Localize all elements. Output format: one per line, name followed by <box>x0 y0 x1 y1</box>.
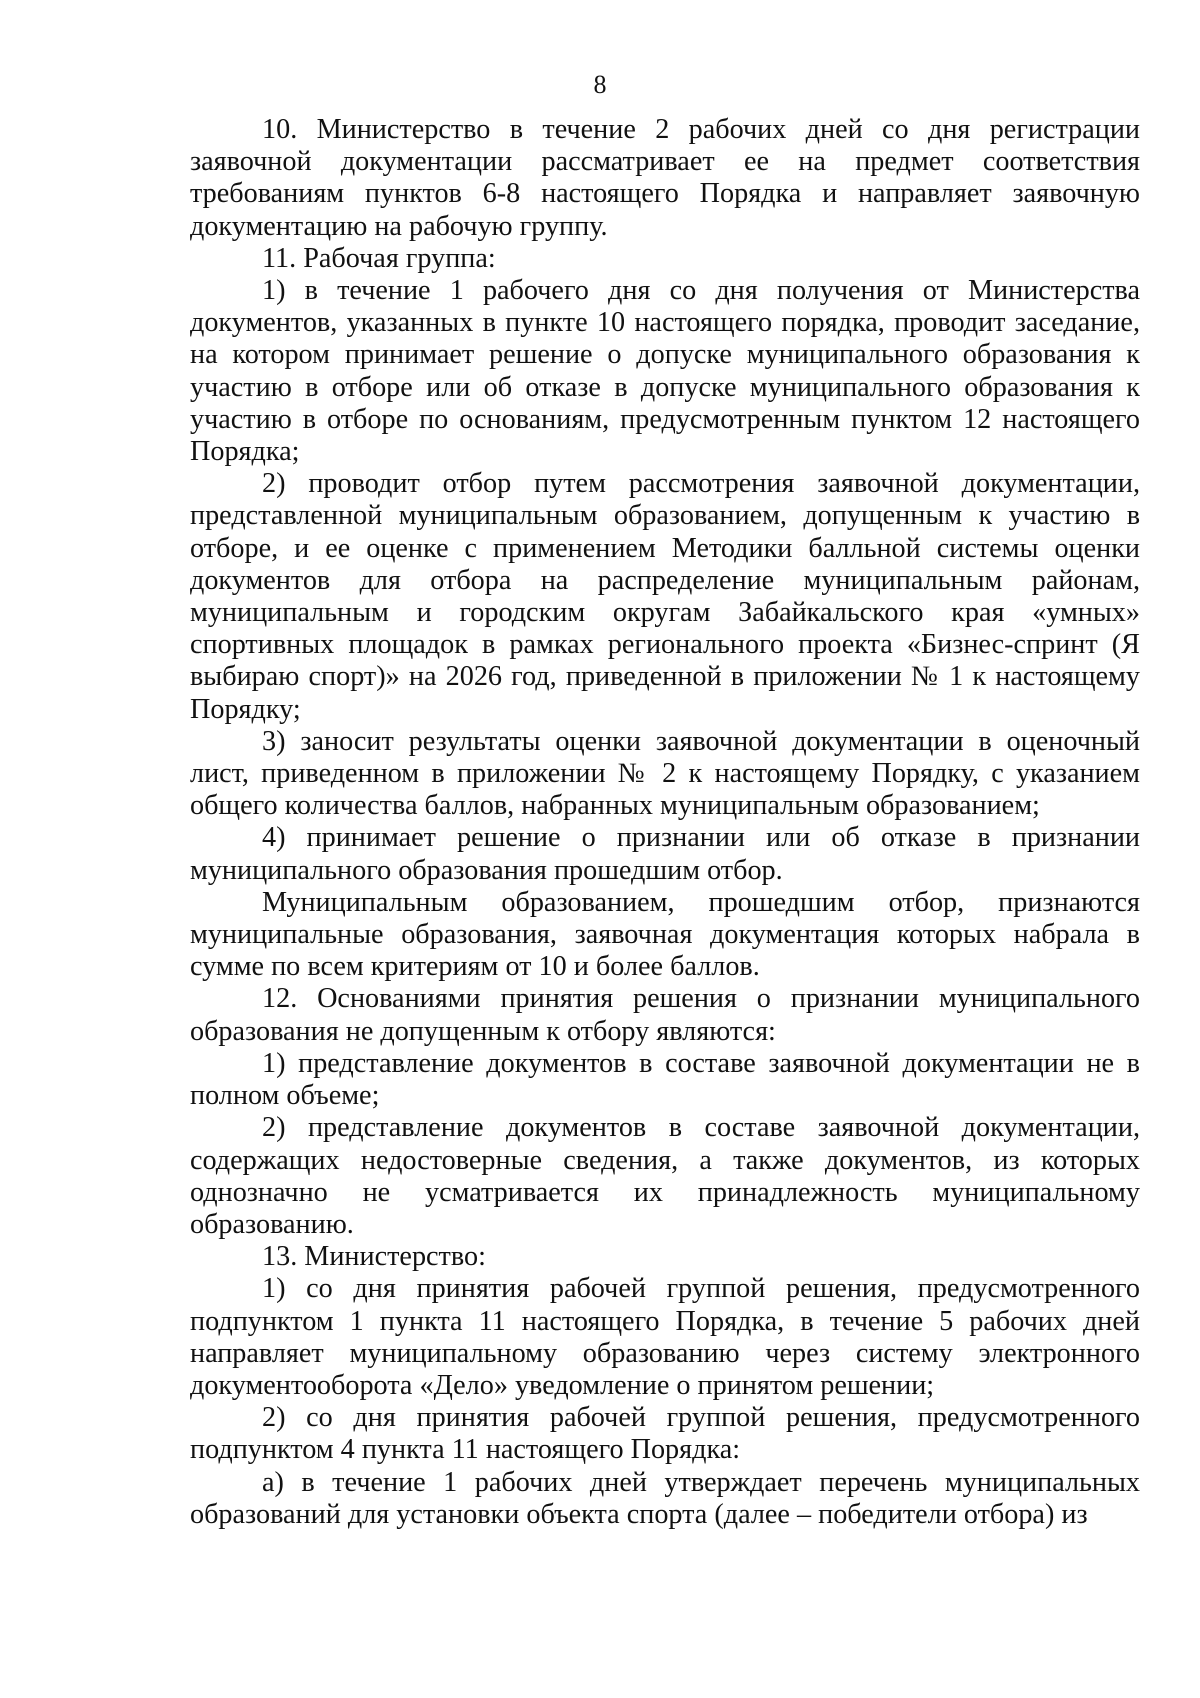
paragraph-11-3: 3) заносит результаты оценки заявочной документации в оценочный лист, приведенном в приложении № 2 к настоящему Порядку, с указанием общего количества баллов, набранных муниципальным образованием; <box>190 725 1140 822</box>
page-number: 8 <box>593 70 607 99</box>
paragraph-13-1: 1) со дня принятия рабочей группой решения, предусмотренного подпунктом 1 пункта 11 настоящего Порядка, в течение 5 рабочих дней направляет муниципальному образованию через систему электронного документооборота «Дело» уведомление о принятом решении; <box>190 1273 1140 1401</box>
paragraph-11-note: Муниципальным образованием, прошедшим отбор, признаются муниципальные образования, заявочная документация которых набрала в сумме по всем критериям от 10 и более баллов. <box>190 886 1140 983</box>
document-body <box>190 114 1140 1531</box>
paragraph-11-1: 1) в течение 1 рабочего дня со дня получения от Министерства документов, указанных в пункте 10 настоящего порядка, проводит заседание, на котором принимает решение о допуске муниципального образования к участию в отборе или об отказе в допуске муниципального образования к участию в отборе по основаниям, предусмотренным пунктом 12 настоящего Порядка; <box>190 275 1140 468</box>
paragraph-11-4: 4) принимает решение о признании или об отказе в признании муниципального образования прошедшим отбор. <box>190 822 1140 886</box>
paragraph-12-1: 1) представление документов в составе заявочной документации не в полном объеме; <box>190 1047 1140 1112</box>
paragraph-13-heading: 13. Министерство: <box>262 1241 486 1273</box>
paragraph-13-2: 2) со дня принятия рабочей группой решения, предусмотренного подпунктом 4 пункта 11 настоящего Порядка: <box>190 1402 1140 1466</box>
paragraph-12-2: 2) представление документов в составе заявочной документации, содержащих недостоверные сведения, а также документов, из которых однозначно не усматривается их принадлежность муниципальному образованию. <box>190 1112 1140 1240</box>
paragraph-13-2-a: а) в течение 1 рабочих дней утверждает перечень муниципальных образований для установки объекта спорта (далее – победители отбора) из <box>190 1466 1140 1530</box>
paragraph-11-2: 2) проводит отбор путем рассмотрения заявочной документации, представленной муниципальным образованием, допущенным к участию в отборе, и ее оценке с применением Методики балльной системы оценки документов для отбора на распределение муниципальным районам, муниципальным и городским округам Забайкальского края «умных» спортивных площадок в рамках регионального проекта «Бизнес-спринт (Я выбираю спорт)» на 2026 год, приведенной в приложении № 1 к настоящему Порядку; <box>190 468 1140 725</box>
paragraph-11-heading: 11. Рабочая группа: <box>262 242 496 274</box>
paragraph-10: 10. Министерство в течение 2 рабочих дней со дня регистрации заявочной документации рассматривает ее на предмет соответствия требованиям пунктов 6-8 настоящего Порядка и направляет заявочную документацию на рабочую группу. <box>190 114 1140 242</box>
paragraph-12: 12. Основаниями принятия решения о признании муниципального образования не допущенным к отбору являются: <box>190 983 1140 1047</box>
